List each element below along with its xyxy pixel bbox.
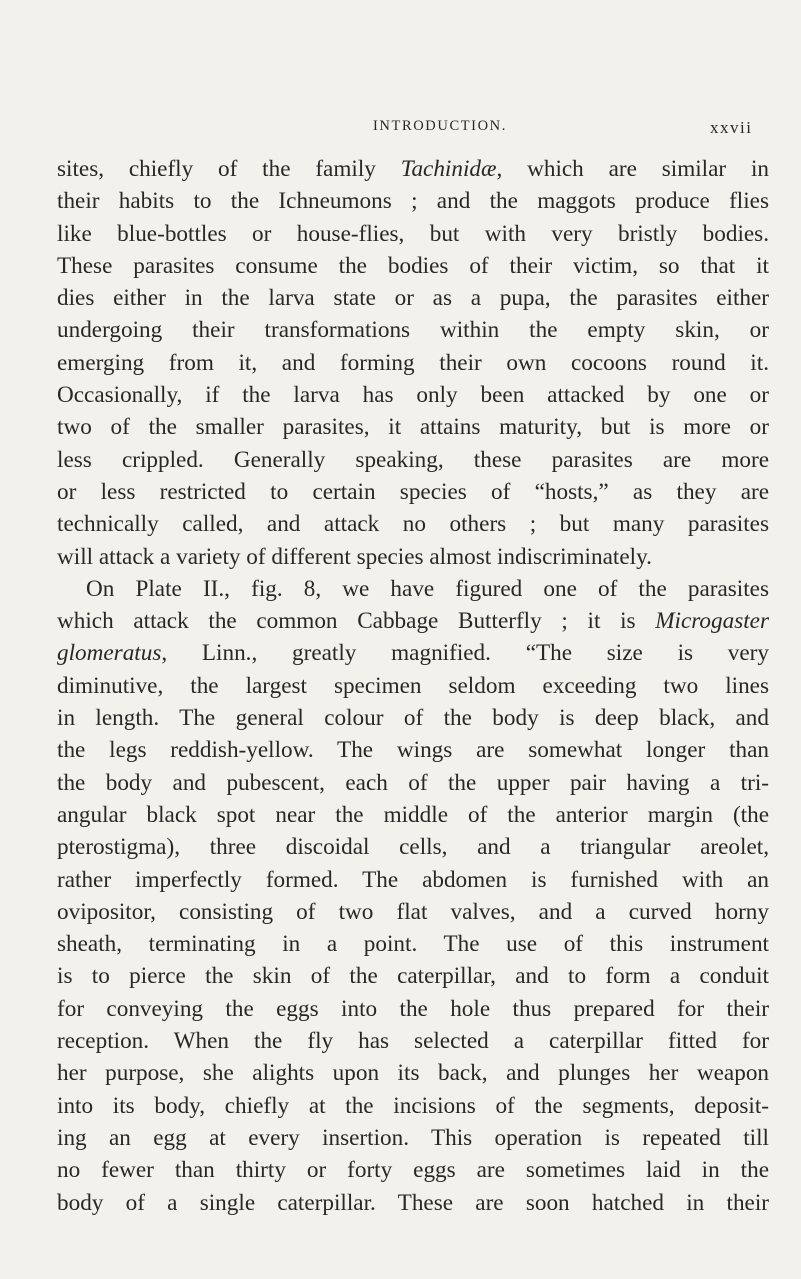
text-line: in length. The general colour of the body is deep black, and bbox=[57, 705, 769, 732]
italic-term: Microgaster bbox=[655, 608, 769, 635]
running-title: INTRODUCTION. bbox=[373, 118, 507, 134]
text-line: undergoing their transformations within the empty skin, or bbox=[57, 317, 769, 344]
text-line: These parasites consume the bodies of their victim, so that it bbox=[57, 252, 769, 279]
text-line: less crippled. Generally speaking, these parasites are more bbox=[57, 446, 769, 473]
page-number: xxvii bbox=[710, 118, 753, 137]
body-text bbox=[57, 153, 769, 1219]
text-line: body of a single caterpillar. These are soon hatched in their bbox=[57, 1189, 769, 1216]
italic-term: Tachinidæ bbox=[400, 156, 497, 182]
text-line: will attack a variety of different species almost indiscriminately. bbox=[57, 543, 652, 570]
text-line: into its body, chiefly at the incisions of the segments, deposit- bbox=[57, 1092, 769, 1119]
italic-term: glomeratus bbox=[57, 640, 162, 667]
line-segment: sites, chiefly of the family bbox=[57, 156, 401, 182]
text-line: technically called, and attack no others ; but many parasites bbox=[57, 511, 769, 538]
text-line: for conveying the eggs into the hole thus prepared for their bbox=[57, 995, 769, 1022]
line-segment: which attack the common Cabbage Butterfly ; it is bbox=[57, 608, 656, 635]
text-line bbox=[57, 153, 769, 185]
text-line: pterostigma), three discoidal cells, and a triangular areolet, bbox=[57, 834, 769, 861]
text-line: angular black spot near the middle of the anterior margin (the bbox=[57, 801, 769, 828]
text-line: or less restricted to certain species of “hosts,” as they are bbox=[57, 478, 769, 505]
text-line: like blue-bottles or house-flies, but with very bristly bodies. bbox=[57, 220, 769, 247]
text-line: is to pierce the skin of the caterpillar, and to form a conduit bbox=[57, 963, 769, 990]
running-head bbox=[0, 118, 801, 148]
line-segment: , Linn., greatly magnified. “The size is very bbox=[161, 640, 769, 667]
text-line: their habits to the Ichneumons ; and the maggots produce flies bbox=[57, 188, 769, 215]
text-line bbox=[57, 605, 769, 637]
text-line: her purpose, she alights upon its back, and plunges her weapon bbox=[57, 1060, 769, 1087]
text-line: the legs reddish-yellow. The wings are somewhat longer than bbox=[57, 737, 769, 764]
text-line: emerging from it, and forming their own cocoons round it. bbox=[57, 349, 769, 376]
text-line bbox=[57, 637, 769, 669]
text-line: On Plate II., fig. 8, we have figured one of the parasites bbox=[86, 575, 769, 602]
text-line: no fewer than thirty or forty eggs are sometimes laid in the bbox=[57, 1157, 769, 1184]
text-line: diminutive, the largest specimen seldom exceeding two lines bbox=[57, 672, 769, 699]
text-line: Occasionally, if the larva has only been attacked by one or bbox=[57, 382, 769, 409]
text-line: the body and pubescent, each of the upper pair having a tri- bbox=[57, 769, 769, 796]
text-line: rather imperfectly formed. The abdomen is furnished with an bbox=[57, 866, 769, 893]
text-line: dies either in the larva state or as a pupa, the parasites either bbox=[57, 285, 769, 312]
text-line: reception. When the fly has selected a caterpillar fitted for bbox=[57, 1028, 769, 1055]
text-line: sheath, terminating in a point. The use of this instrument bbox=[57, 931, 769, 958]
text-line: ovipositor, consisting of two flat valves, and a curved horny bbox=[57, 898, 769, 925]
text-line: two of the smaller parasites, it attains maturity, but is more or bbox=[57, 414, 769, 441]
line-segment: , which are similar in bbox=[496, 156, 769, 182]
text-line: ing an egg at every insertion. This operation is repeated till bbox=[57, 1124, 769, 1151]
